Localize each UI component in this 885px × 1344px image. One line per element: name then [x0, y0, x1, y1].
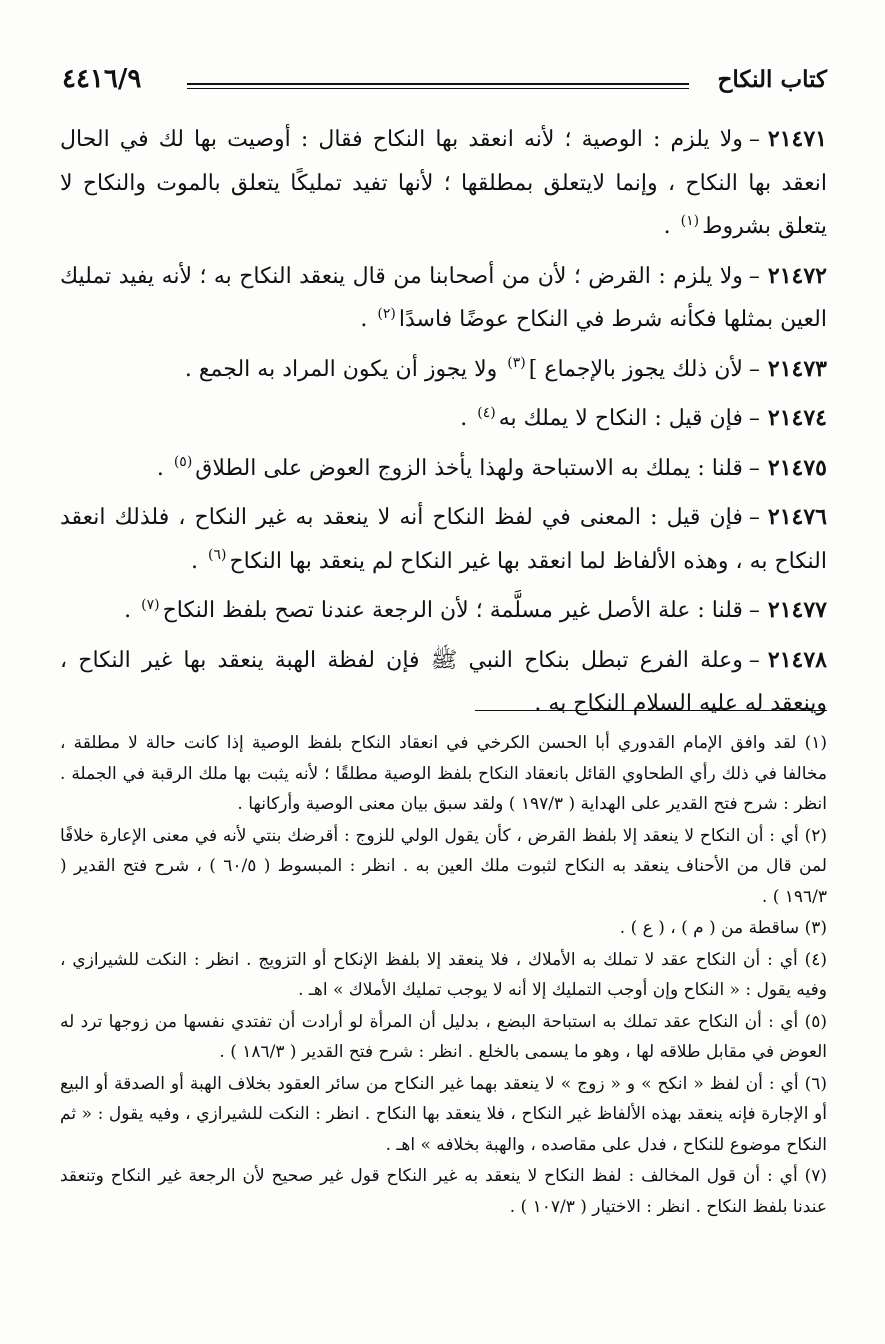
- footnote-ref[interactable]: (٥): [173, 454, 193, 471]
- paragraph-text: ولا يلزم : القرض ؛ لأن من أصحابنا من قال ينعقد النكاح به ؛ لأنه يفيد تمليك العين بمثلها فكأنه شرط في النكاح عوضًا فاسدًا: [60, 263, 827, 332]
- main-text: [60, 118, 827, 732]
- paragraph: ٢١٤٧٨–وعلة الفرع تبطل بنكاح النبي ﷺ فإن لفظة الهبة ينعقد بها غير النكاح ، وينعقد له عليه السلام النكاح به .: [60, 646, 827, 716]
- paragraph: ٢١٤٧٦–فإن قيل : المعنى في لفظ النكاح أنه لا ينعقد به غير النكاح ، فلذلك انعقد النكاح به ، وهذه الألفاظ لما انعقد بها غير النكاح لم ينعقد بها النكاح$^{(٦)}$ .: [60, 504, 827, 574]
- footnote: (٧) أي : أن قول المخالف : لفظ النكاح لا ينعقد به غير النكاح قول غير صحيح لأن الرجعة غير النكاح وتنعقد عندنا بلفظ النكاح . انظر : الاختيار ( ١٠٧/٣ ) .: [60, 1166, 827, 1217]
- paragraph-number: ٢١٤٧٧: [767, 597, 827, 623]
- footnote-ref[interactable]: (٣): [507, 355, 526, 372]
- paragraph-end: .: [360, 307, 375, 332]
- footnote: (٦) أي : أن لفظ « انكح » و « زوج » لا ينعقد بهما غير النكاح من سائر العقود بخلاف الهبة أو الصدقة أو البيع أو الإجارة فإنه ينعقد بهذه الألفاظ غير النكاح ، فلا ينعقد بها النكاح . انظر : النكت للشيرازي ، وفيه يقول : « ثم النكاح موضوع للنكاح ، فدل على مقاصده ، والهبة بخلافه » اهـ .: [60, 1073, 827, 1155]
- paragraph-number: ٢١٤٧٣: [767, 355, 827, 382]
- paragraph: ٢١٤٧٧–قلنا : علة الأصل غير مسلَّمة ؛ لأن الرجعة عندنا تصح بلفظ النكاح$^{(٧)}$ .: [124, 596, 827, 623]
- paragraph: ٢١٤٧٣–لأن ذلك يجوز بالإجماع ]$^{(٣)}$ ولا يجوز أن يكون المراد به الجمع .: [184, 355, 827, 382]
- paragraph-text: قلنا : يملك به الاستباحة ولهذا يأخذ الزوج العوض على الطلاق: [195, 455, 743, 481]
- paragraph: ٢١٤٧٤–فإن قيل : النكاح لا يملك به$^{(٤)}$ .: [460, 404, 827, 431]
- footnote: (٣) ساقطة من ( م ) ، ( ع ) .: [619, 918, 827, 938]
- footnote: (٤) أي : أن النكاح عقد لا تملك به الأملاك ، فلا ينعقد إلا بلفظ الإنكاح أو التزويج . انظر : النكت للشيرازي ، وفيه يقول : « النكاح وإن أوجب التمليك إلا أنه لا يوجب تمليك الأملاك » اهـ .: [60, 949, 827, 1000]
- paragraph-text: فإن قيل : المعنى في لفظ النكاح أنه لا ينعقد به غير النكاح ، فلذلك انعقد النكاح به ، وهذه الألفاظ لما انعقد بها غير النكاح لم ينعقد بها النكاح: [60, 505, 827, 574]
- footnote-ref[interactable]: (٦): [207, 547, 227, 564]
- paragraph-end: .: [124, 598, 139, 623]
- paragraph-number: ٢١٤٧١: [767, 126, 827, 152]
- header-rule: [187, 83, 689, 89]
- paragraph-end: .: [190, 548, 205, 574]
- paragraph-text: وعلة الفرع تبطل بنكاح النبي ﷺ فإن لفظة الهبة ينعقد بها غير النكاح ، وينعقد له عليه السلام النكاح به .: [60, 647, 827, 716]
- paragraph-end: .: [460, 406, 475, 431]
- paragraph-text: قلنا : علة الأصل غير مسلَّمة ؛ لأن الرجعة عندنا تصح بلفظ النكاح: [162, 598, 743, 623]
- paragraph: ٢١٤٧٥–قلنا : يملك به الاستباحة ولهذا يأخذ الزوج العوض على الطلاق$^{(٥)}$ .: [156, 454, 827, 481]
- footnote-separator: [475, 710, 827, 711]
- footnote: (٢) أي : أن النكاح لا ينعقد إلا بلفظ القرض ، كأن يقول الولي للزوج : أقرضك بنتي لأنه في معنى الإعارة خلافًا لمن قال من الأحناف ينعقد به النكاح لثبوت ملك العين به . انظر : المبسوط ( ٦٠/٥ ) ، شرح فتح القدير ( ١٩٦/٣ ) .: [60, 825, 827, 907]
- paragraph-end: .: [156, 455, 171, 481]
- footnotes: [60, 728, 827, 1223]
- book-title: كتاب النكاح: [717, 66, 827, 93]
- paragraph: ٢١٤٧١–ولا يلزم : الوصية ؛ لأنه انعقد بها النكاح فقال : أوصيت بها لك في الحال انعقد بها النكاح ، وإنما لايتعلق بمطلقها ؛ لأنها تفيد تمليكًا يتعلق بالموت والنكاح لا يتعلق بشروط$^{(١)}$ .: [60, 126, 827, 239]
- footnote-ref[interactable]: (٤): [477, 404, 496, 421]
- footnote: (٥) أي : أن النكاح عقد تملك به استباحة البضع ، بدليل أن المرأة لو أرادت أن تفتدي نفسها من زوجها ترد له العوض في مقابل طلاقه لها ، وهو ما يسمى بالخلع . انظر : شرح فتح القدير ( ١٨٦/٣ ) .: [60, 1011, 827, 1062]
- footnote-ref[interactable]: (٢): [377, 305, 396, 322]
- paragraph-end: ولا يجوز أن يكون المراد به الجمع .: [184, 356, 505, 382]
- paragraph-number: ٢١٤٧٢: [767, 262, 827, 289]
- paragraph-text: ولا يلزم : الوصية ؛ لأنه انعقد بها النكاح فقال : أوصيت بها لك في الحال انعقد بها النكاح ، وإنما لايتعلق بمطلقها ؛ لأنها تفيد تمليكًا يتعلق بالموت والنكاح لا يتعلق بشروط: [60, 127, 827, 239]
- paragraph-text: لأن ذلك يجوز بالإجماع ]: [528, 356, 743, 382]
- paragraph-text: فإن قيل : النكاح لا يملك به: [498, 406, 743, 431]
- paragraph-number: ٢١٤٧٥: [767, 454, 827, 481]
- footnote-ref[interactable]: (١): [680, 212, 700, 229]
- footnote: (١) لقد وافق الإمام القدوري أبا الحسن الكرخي في انعقاد النكاح بلفظ الوصية إذا كانت حالة لا مطلقة ، مخالفا في ذلك رأي الطحاوي القائل بانعقاد النكاح بلفظ الوصية مطلقًا ؛ لأنه يثبت بها ملك الرقبة في الجملة . انظر : شرح فتح القدير على الهداية ( ١٩٧/٣ ) ولقد سبق بيان معنى الوصية وأركانها .: [60, 733, 827, 814]
- paragraph-number: ٢١٤٧٤: [767, 405, 827, 431]
- paragraph-number: ٢١٤٧٨: [767, 646, 827, 673]
- page-header: [62, 62, 827, 102]
- paragraph: ٢١٤٧٢–ولا يلزم : القرض ؛ لأن من أصحابنا من قال ينعقد النكاح به ؛ لأنه يفيد تمليك العين بمثلها فكأنه شرط في النكاح عوضًا فاسدًا$^{(٢)}$ .: [60, 262, 827, 332]
- page-number: ٤٤١٦/٩: [62, 64, 142, 94]
- paragraph-end: .: [663, 214, 678, 239]
- paragraph-number: ٢١٤٧٦: [767, 504, 827, 530]
- footnote-ref[interactable]: (٧): [141, 596, 160, 613]
